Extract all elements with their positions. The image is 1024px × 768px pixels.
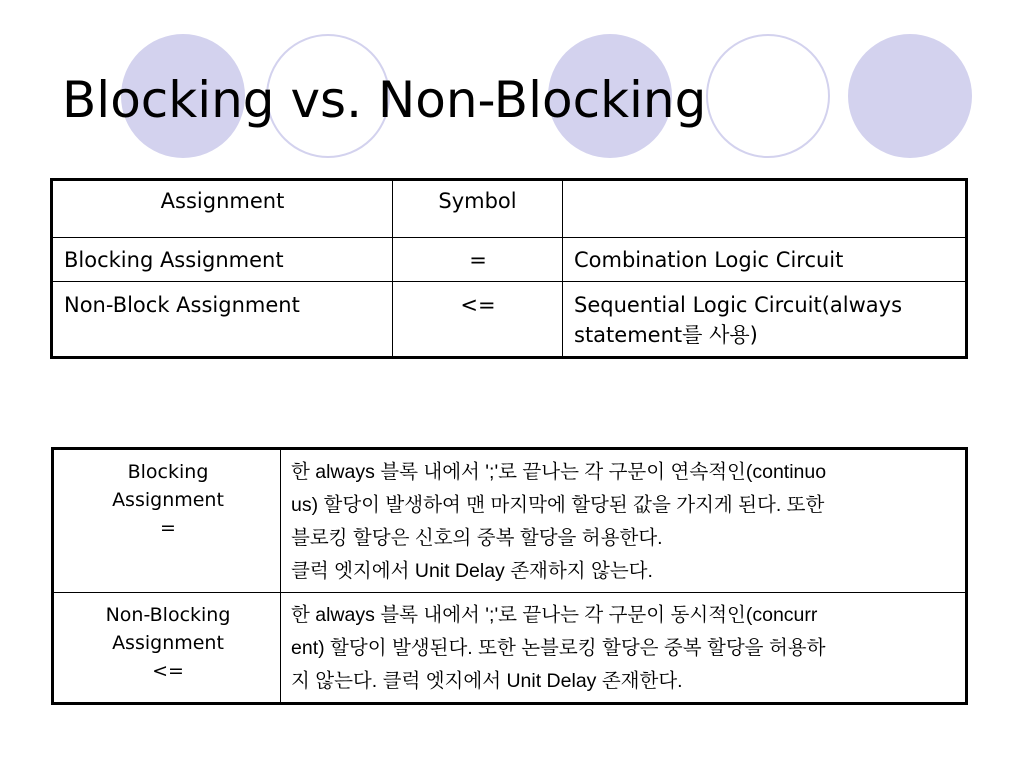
head-line: Assignment — [112, 632, 224, 654]
cell-assignment: Non-Block Assignment — [52, 282, 393, 358]
header-description — [563, 180, 967, 238]
decor-circle-4 — [706, 34, 830, 158]
cell-assignment: Blocking Assignment — [52, 238, 393, 282]
text-line: 한 always 블록 내에서 ';'로 끝나는 각 구문이 연속적인(continuo — [291, 461, 827, 483]
head-line: Non-Blocking — [105, 604, 231, 626]
head-line: Assignment — [112, 489, 224, 511]
detail-text-cell — [281, 449, 967, 593]
header-symbol: Symbol — [393, 180, 563, 238]
description-line: statement를 사용) — [574, 323, 758, 347]
detail-row-blocking — [53, 449, 967, 593]
text-line: 한 always 블록 내에서 ';'로 끝나는 각 구문이 동시적인(concurr — [291, 604, 818, 626]
decor-circle-5 — [848, 34, 972, 158]
text-line: 지 않는다. 클럭 엣지에서 Unit Delay 존재한다. — [291, 670, 683, 692]
text-line: us) 할당이 발생하여 맨 마지막에 할당된 값을 가지게 된다. 또한 — [291, 494, 825, 516]
detail-head-cell — [53, 593, 281, 704]
cell-description: Combination Logic Circuit — [563, 238, 967, 282]
text-line: 클럭 엣지에서 Unit Delay 존재하지 않는다. — [291, 560, 653, 582]
cell-symbol: <= — [393, 282, 563, 358]
text-line: ent) 할당이 발생된다. 또한 논블로킹 할당은 중복 할당을 허용하 — [291, 637, 826, 659]
detail-text-cell — [281, 593, 967, 704]
head-line: Blocking — [127, 461, 209, 483]
detail-head-cell — [53, 449, 281, 593]
text-line: 블로킹 할당은 신호의 중복 할당을 허용한다. — [291, 527, 663, 549]
summary-row-nonblocking — [52, 282, 967, 358]
summary-table — [50, 178, 968, 359]
slide-title: Blocking vs. Non-Blocking — [62, 71, 707, 129]
cell-description — [563, 282, 967, 358]
detail-row-nonblocking — [53, 593, 967, 704]
description-line: Sequential Logic Circuit(always — [574, 293, 903, 317]
summary-row-blocking — [52, 238, 967, 282]
head-symbol: = — [160, 517, 176, 539]
cell-symbol: = — [393, 238, 563, 282]
head-symbol: <= — [152, 660, 184, 682]
detail-table — [51, 447, 968, 705]
header-assignment: Assignment — [52, 180, 393, 238]
summary-header-row — [52, 180, 967, 238]
